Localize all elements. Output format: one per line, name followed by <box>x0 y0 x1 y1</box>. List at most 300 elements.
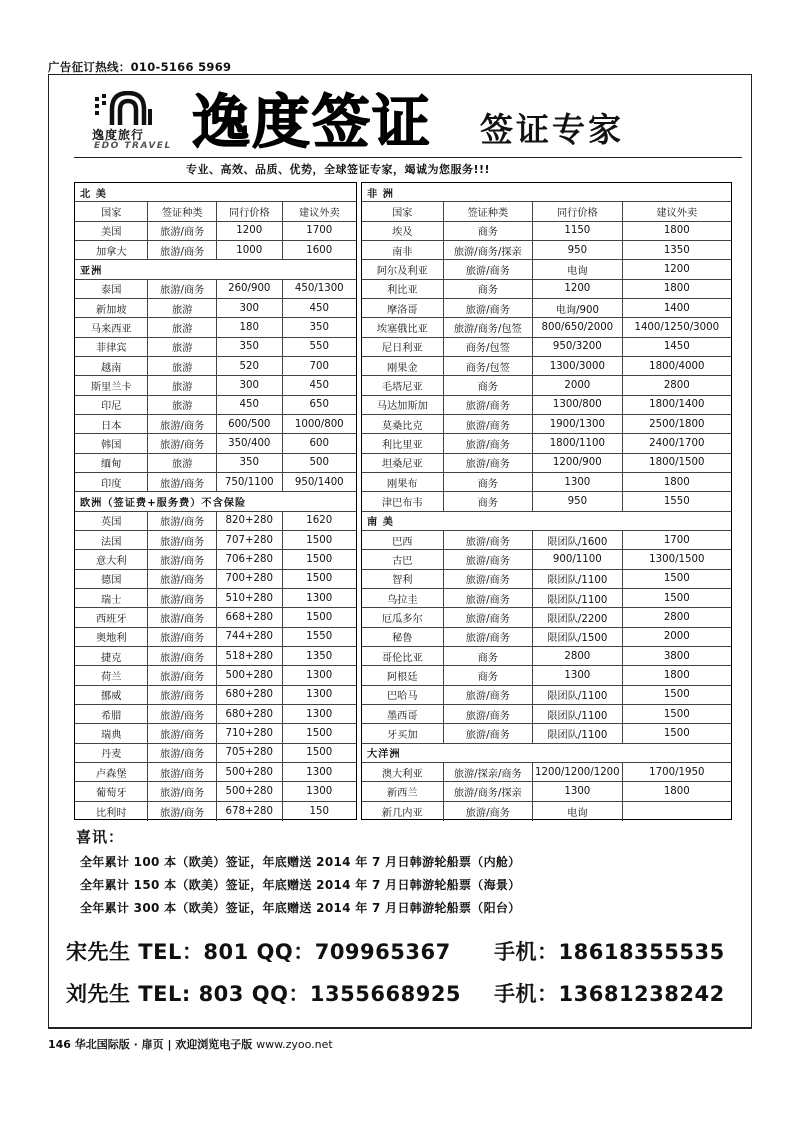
table-cell: 旅游/商务/探亲 <box>444 782 534 800</box>
table-row <box>75 280 356 299</box>
table-row <box>75 318 356 337</box>
table-cell: 奥地利 <box>75 628 148 646</box>
table-cell: 旅游/商务 <box>148 570 217 588</box>
table-cell: 卢森堡 <box>75 763 148 781</box>
table-cell: 700+280 <box>217 570 283 588</box>
table-cell: 2000 <box>663 631 690 643</box>
table-row <box>75 628 356 647</box>
table-cell: 比利时 <box>75 802 148 821</box>
table-cell: 680+280 <box>217 705 283 723</box>
table-cell: 泰国 <box>75 280 148 298</box>
logo-subtext: EDO TRAVEL <box>94 141 172 151</box>
table-cell: 180 <box>217 318 283 336</box>
table-cell: 旅游/商务 <box>444 260 534 278</box>
table-row <box>362 299 731 318</box>
table-cell: 挪威 <box>75 686 148 704</box>
table-cell: 旅游/商务 <box>444 724 534 742</box>
table-row <box>362 318 731 337</box>
footer-website: www.zyoo.net <box>256 1038 333 1051</box>
table-row <box>75 454 356 473</box>
table-cell: 1300/800 <box>533 396 623 414</box>
table-cell: 950/3200 <box>533 338 623 356</box>
column-header: 同行价格 <box>533 202 623 220</box>
table-cell: 新西兰 <box>362 782 444 800</box>
table-cell: 350 <box>309 321 329 333</box>
table-cell: 澳大利亚 <box>362 763 444 781</box>
table-cell: 旅游/商务 <box>148 550 217 568</box>
table-cell: 旅游/商务 <box>148 222 217 240</box>
table-cell: 旅游/商务 <box>444 705 534 723</box>
table-cell: 利比里亚 <box>362 434 444 452</box>
table-cell: 德国 <box>75 570 148 588</box>
table-header-row <box>362 202 731 221</box>
table-row <box>75 802 356 821</box>
table-cell: 旅游/商务 <box>444 802 534 821</box>
table-cell: 680+280 <box>217 686 283 704</box>
table-cell: 1900/1300 <box>533 415 623 433</box>
table-row <box>75 570 356 589</box>
table-cell: 旅游/商务 <box>148 241 217 259</box>
table-cell: 南非 <box>362 241 444 259</box>
table-cell: 1500 <box>306 611 333 623</box>
table-cell: 707+280 <box>217 531 283 549</box>
table-cell: 1350 <box>663 244 690 256</box>
table-cell: 限团队/1100 <box>533 686 623 704</box>
table-cell: 旅游/商务 <box>148 744 217 762</box>
table-cell: 哥伦比亚 <box>362 647 444 665</box>
table-cell: 埃塞俄比亚 <box>362 318 444 336</box>
table-row <box>362 222 731 241</box>
table-cell: 668+280 <box>217 608 283 626</box>
table-cell: 1300 <box>306 592 333 604</box>
brand-title: 逸度签证 <box>192 88 433 156</box>
table-cell: 1500 <box>306 573 333 585</box>
table-cell: 1800 <box>663 785 690 797</box>
table-cell: 1300 <box>533 666 623 684</box>
table-row <box>362 628 731 647</box>
table-row <box>75 763 356 782</box>
table-cell: 法国 <box>75 531 148 549</box>
table-row <box>362 260 731 279</box>
table-cell: 旅游/商务 <box>148 724 217 742</box>
table-cell: 1300 <box>533 782 623 800</box>
table-row <box>362 280 731 299</box>
table-cell: 1800/4000 <box>649 360 705 372</box>
visa-price-table-left <box>74 182 357 820</box>
table-cell: 1500 <box>663 708 690 720</box>
table-cell: 巴哈马 <box>362 686 444 704</box>
column-header: 国家 <box>75 202 148 220</box>
table-row <box>362 550 731 569</box>
table-cell: 950 <box>533 492 623 510</box>
table-cell: 斯里兰卡 <box>75 376 148 394</box>
table-cell: 1200/900 <box>533 454 623 472</box>
table-cell: 300 <box>217 376 283 394</box>
table-cell: 旅游/商务 <box>148 705 217 723</box>
column-header: 建议外卖 <box>656 207 698 219</box>
table-cell: 1300/3000 <box>533 357 623 375</box>
footer-divider <box>48 1028 752 1029</box>
table-cell: 705+280 <box>217 744 283 762</box>
table-row <box>362 396 731 415</box>
table-cell: 1500 <box>663 727 690 739</box>
table-row <box>362 415 731 434</box>
table-cell: 1800/1500 <box>649 457 705 469</box>
table-header-row <box>75 202 356 221</box>
table-cell: 1800 <box>663 476 690 488</box>
mobile-song: 手机：18618355535 <box>494 940 725 964</box>
table-row <box>75 550 356 569</box>
table-cell: 1600 <box>306 244 333 256</box>
contact-liu: 刘先生 TEL: 803 QQ：1355668925 <box>66 982 462 1006</box>
table-row <box>75 415 356 434</box>
column-header: 同行价格 <box>217 202 283 220</box>
table-cell: 新加坡 <box>75 299 148 317</box>
table-row <box>75 589 356 608</box>
table-cell: 英国 <box>75 512 148 530</box>
table-cell: 旅游/商务 <box>148 647 217 665</box>
table-cell: 商务 <box>444 492 534 510</box>
table-cell: 商务 <box>444 473 534 491</box>
region-label: 大洋洲 <box>367 749 401 761</box>
table-cell: 旅游/商务 <box>148 280 217 298</box>
table-row <box>75 512 356 531</box>
table-cell: 商务 <box>444 666 534 684</box>
table-cell: 意大利 <box>75 550 148 568</box>
table-cell: 1550 <box>663 495 690 507</box>
table-cell: 450 <box>217 396 283 414</box>
region-label: 非 洲 <box>367 188 394 200</box>
table-cell: 限团队/1600 <box>533 531 623 549</box>
table-row <box>75 608 356 627</box>
table-cell: 450 <box>309 302 329 314</box>
table-cell: 1200 <box>217 222 283 240</box>
table-cell: 坦桑尼亚 <box>362 454 444 472</box>
region-row <box>75 492 356 511</box>
table-cell: 1300 <box>306 689 333 701</box>
announcement-title: 喜讯： <box>76 828 125 846</box>
table-cell: 旅游/商务 <box>148 434 217 452</box>
table-cell: 600/500 <box>217 415 283 433</box>
table-cell: 700 <box>309 360 329 372</box>
table-cell: 马达加斯加 <box>362 396 444 414</box>
table-cell: 旅游 <box>148 454 217 472</box>
table-cell: 1500 <box>306 534 333 546</box>
table-row <box>362 454 731 473</box>
table-cell: 1700/1950 <box>649 766 705 778</box>
table-cell: 美国 <box>75 222 148 240</box>
table-cell: 商务 <box>444 280 534 298</box>
table-cell: 巴西 <box>362 531 444 549</box>
table-cell: 1800 <box>663 225 690 237</box>
table-cell: 350/400 <box>217 434 283 452</box>
table-cell: 刚果金 <box>362 357 444 375</box>
table-cell: 加拿大 <box>75 241 148 259</box>
table-cell: 古巴 <box>362 550 444 568</box>
table-cell: 1300 <box>533 473 623 491</box>
table-cell: 印尼 <box>75 396 148 414</box>
table-cell: 旅游/商务 <box>444 686 534 704</box>
column-header: 国家 <box>362 202 444 220</box>
table-cell: 限团队/1500 <box>533 628 623 646</box>
table-cell: 1300 <box>306 785 333 797</box>
visa-price-table-right <box>361 182 732 820</box>
table-cell: 旅游/商务/探亲 <box>444 241 534 259</box>
table-cell: 荷兰 <box>75 666 148 684</box>
table-row <box>75 473 356 492</box>
table-row <box>362 338 731 357</box>
table-cell: 750/1100 <box>217 473 283 491</box>
table-cell: 墨西哥 <box>362 705 444 723</box>
table-cell: 瑞典 <box>75 724 148 742</box>
table-cell: 智利 <box>362 570 444 588</box>
table-cell: 旅游/商务 <box>444 628 534 646</box>
table-cell: 限团队/2200 <box>533 608 623 626</box>
table-cell: 350 <box>217 338 283 356</box>
table-cell: 葡萄牙 <box>75 782 148 800</box>
table-cell: 缅甸 <box>75 454 148 472</box>
table-row <box>362 782 731 801</box>
table-row <box>75 724 356 743</box>
table-cell: 710+280 <box>217 724 283 742</box>
table-cell: 600 <box>309 437 329 449</box>
table-cell: 旅游/商务 <box>444 454 534 472</box>
table-cell <box>623 802 731 821</box>
table-cell: 厄瓜多尔 <box>362 608 444 626</box>
table-row <box>362 570 731 589</box>
table-cell: 1700 <box>306 225 333 237</box>
table-cell: 1300/1500 <box>649 553 705 565</box>
page-footer <box>48 1036 333 1052</box>
table-cell: 旅游/商务 <box>148 763 217 781</box>
table-cell: 1500 <box>306 727 333 739</box>
region-label: 南 美 <box>367 517 394 529</box>
table-cell: 西班牙 <box>75 608 148 626</box>
announcement-line: 全年累计 100 本（欧美）签证，年底赠送 2014 年 7 月日韩游轮船票（内舱） <box>80 855 521 869</box>
table-cell: 旅游 <box>148 357 217 375</box>
table-cell: 秘鲁 <box>362 628 444 646</box>
table-cell: 旅游/商务 <box>148 589 217 607</box>
table-cell: 1500 <box>663 592 690 604</box>
region-row <box>362 744 731 763</box>
table-cell: 旅游/商务 <box>148 473 217 491</box>
table-cell: 旅游/商务 <box>444 589 534 607</box>
table-row <box>75 222 356 241</box>
table-row <box>75 299 356 318</box>
mobile-liu: 手机：13681238242 <box>494 982 725 1006</box>
table-row <box>75 666 356 685</box>
table-cell: 旅游/商务 <box>148 782 217 800</box>
table-cell: 商务/包签 <box>444 338 534 356</box>
table-cell: 1200 <box>533 280 623 298</box>
table-cell: 瑞士 <box>75 589 148 607</box>
table-cell: 电询 <box>533 802 623 821</box>
table-cell: 260/900 <box>217 280 283 298</box>
table-cell: 1300 <box>306 766 333 778</box>
table-cell: 旅游/商务/包签 <box>444 318 534 336</box>
table-cell: 丹麦 <box>75 744 148 762</box>
table-cell: 旅游/商务 <box>148 666 217 684</box>
table-row <box>362 473 731 492</box>
table-cell: 利比亚 <box>362 280 444 298</box>
table-cell: 旅游/商务 <box>444 608 534 626</box>
table-cell: 1350 <box>306 650 333 662</box>
table-cell: 2800 <box>663 379 690 391</box>
table-cell: 旅游/商务 <box>444 550 534 568</box>
table-cell: 阿尔及利亚 <box>362 260 444 278</box>
logo-text: 逸度旅行 <box>92 128 145 142</box>
table-cell: 500+280 <box>217 782 283 800</box>
table-cell: 旅游 <box>148 299 217 317</box>
table-cell: 2500/1800 <box>649 418 705 430</box>
table-row <box>75 396 356 415</box>
table-cell: 韩国 <box>75 434 148 452</box>
table-cell: 旅游/商务 <box>148 512 217 530</box>
table-cell: 莫桑比克 <box>362 415 444 433</box>
table-cell: 刚果布 <box>362 473 444 491</box>
table-cell: 1400/1250/3000 <box>634 321 720 333</box>
region-row <box>362 183 731 202</box>
table-row <box>75 744 356 763</box>
table-cell: 埃及 <box>362 222 444 240</box>
table-cell: 3800 <box>663 650 690 662</box>
table-cell: 520 <box>217 357 283 375</box>
footer-text: 146 华北国际版 · 扉页 | 欢迎浏览电子版 <box>48 1038 253 1051</box>
table-cell: 300 <box>217 299 283 317</box>
table-row <box>362 531 731 550</box>
table-cell: 毛塔尼亚 <box>362 376 444 394</box>
table-cell: 650 <box>309 399 329 411</box>
table-cell: 1300 <box>306 669 333 681</box>
table-cell: 电询 <box>533 260 623 278</box>
table-cell: 500+280 <box>217 763 283 781</box>
region-label: 北 美 <box>80 188 107 200</box>
table-row <box>362 357 731 376</box>
table-cell: 1500 <box>306 747 333 759</box>
table-cell: 旅游/探亲/商务 <box>444 763 534 781</box>
table-cell: 牙买加 <box>362 724 444 742</box>
table-cell: 旅游/商务 <box>444 531 534 549</box>
table-cell: 1800/1400 <box>649 399 705 411</box>
table-cell: 限团队/1100 <box>533 705 623 723</box>
table-row <box>362 608 731 627</box>
table-cell: 2000 <box>533 376 623 394</box>
table-cell: 旅游/商务 <box>444 570 534 588</box>
table-cell: 1800 <box>663 283 690 295</box>
table-cell: 摩洛哥 <box>362 299 444 317</box>
table-cell: 550 <box>309 341 329 353</box>
table-cell: 1700 <box>663 534 690 546</box>
region-row <box>362 512 731 531</box>
column-header: 签证种类 <box>148 202 217 220</box>
table-cell: 限团队/1100 <box>533 589 623 607</box>
table-cell: 2800 <box>663 611 690 623</box>
table-cell: 1800 <box>663 669 690 681</box>
table-row <box>75 241 356 260</box>
table-cell: 越南 <box>75 357 148 375</box>
table-cell: 800/650/2000 <box>533 318 623 336</box>
table-cell: 旅游/商务 <box>148 802 217 821</box>
table-cell: 尼日利亚 <box>362 338 444 356</box>
table-row <box>362 647 731 666</box>
table-cell: 旅游/商务 <box>444 434 534 452</box>
table-cell: 1400 <box>663 302 690 314</box>
table-cell: 菲律宾 <box>75 338 148 356</box>
table-row <box>75 357 356 376</box>
announcement-line: 全年累计 300 本（欧美）签证，年底赠送 2014 年 7 月日韩游轮船票（阳台） <box>80 901 521 915</box>
table-row <box>362 686 731 705</box>
table-cell: 820+280 <box>217 512 283 530</box>
table-row <box>75 338 356 357</box>
table-cell: 津巴布韦 <box>362 492 444 510</box>
table-cell: 电询/900 <box>533 299 623 317</box>
table-cell: 350 <box>217 454 283 472</box>
table-cell: 1800/1100 <box>533 434 623 452</box>
table-row <box>362 705 731 724</box>
table-cell: 旅游/商务 <box>444 299 534 317</box>
table-row <box>362 241 731 260</box>
table-cell: 旅游 <box>148 376 217 394</box>
table-row <box>362 802 731 821</box>
table-cell: 450 <box>309 379 329 391</box>
table-cell: 旅游/商务 <box>148 608 217 626</box>
column-header: 建议外卖 <box>298 207 340 219</box>
table-cell: 马来西亚 <box>75 318 148 336</box>
table-cell: 旅游/商务 <box>148 628 217 646</box>
table-cell: 450/1300 <box>294 283 344 295</box>
table-cell: 乌拉圭 <box>362 589 444 607</box>
table-row <box>362 589 731 608</box>
table-row <box>362 666 731 685</box>
table-cell: 950 <box>533 241 623 259</box>
table-cell: 2400/1700 <box>649 437 705 449</box>
table-row <box>75 705 356 724</box>
table-cell: 950/1400 <box>294 476 344 488</box>
table-cell: 900/1100 <box>533 550 623 568</box>
table-cell: 678+280 <box>217 802 283 821</box>
table-cell: 1500 <box>306 553 333 565</box>
table-cell: 1550 <box>306 631 333 643</box>
table-cell: 旅游 <box>148 396 217 414</box>
region-row <box>75 183 356 202</box>
table-cell: 新几内亚 <box>362 802 444 821</box>
region-label: 亚洲 <box>80 265 103 277</box>
brand-subtitle: 签证专家 <box>480 110 624 149</box>
table-cell: 旅游/商务 <box>444 415 534 433</box>
edo-travel-logo-icon <box>94 91 162 125</box>
table-cell: 744+280 <box>217 628 283 646</box>
table-cell: 商务/包签 <box>444 357 534 375</box>
table-row <box>362 376 731 395</box>
table-row <box>75 686 356 705</box>
contact-song: 宋先生 TEL：801 QQ：709965367 <box>66 940 451 964</box>
table-cell: 1620 <box>306 515 333 527</box>
table-row <box>75 647 356 666</box>
table-cell: 1450 <box>663 341 690 353</box>
table-cell: 706+280 <box>217 550 283 568</box>
table-cell: 510+280 <box>217 589 283 607</box>
table-row <box>75 531 356 550</box>
table-cell: 旅游/商务 <box>148 531 217 549</box>
table-cell: 旅游/商务 <box>148 686 217 704</box>
table-cell: 500+280 <box>217 666 283 684</box>
header-divider <box>74 157 742 158</box>
table-cell: 1200/1200/1200 <box>533 763 623 781</box>
table-cell: 1300 <box>306 708 333 720</box>
table-cell: 捷克 <box>75 647 148 665</box>
table-cell: 1500 <box>663 689 690 701</box>
table-cell: 印度 <box>75 473 148 491</box>
